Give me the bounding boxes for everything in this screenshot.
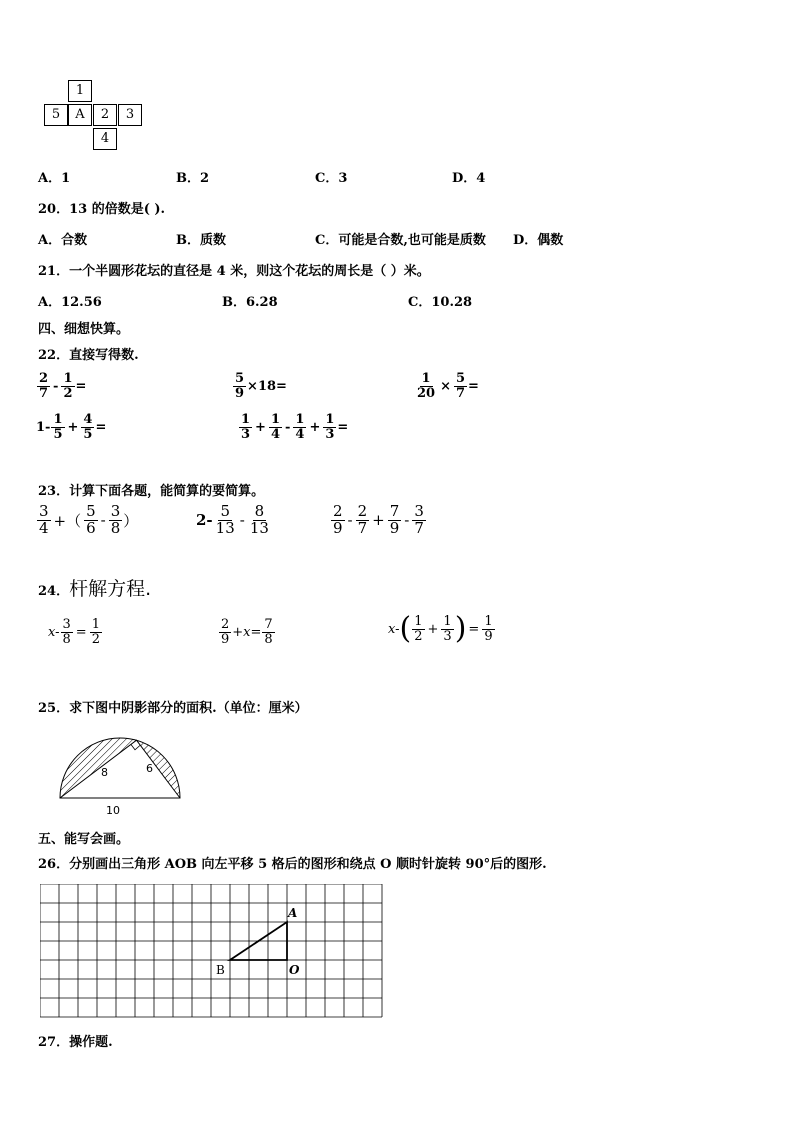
q22-stem: 22．直接写得数.: [38, 348, 139, 363]
fraction: [90, 618, 102, 646]
fraction: [219, 618, 231, 646]
expression-rest: ×18=: [247, 378, 287, 394]
numerator: 1: [270, 412, 280, 427]
denominator: 2: [414, 628, 423, 644]
denominator: 2: [63, 385, 73, 401]
q19-option-a: A．1: [38, 171, 71, 186]
q24-heading: [38, 574, 151, 601]
numerator: 1: [295, 412, 305, 427]
expression-lead: x-: [48, 624, 60, 640]
fraction: [233, 372, 246, 400]
q23-expr-1: [36, 504, 138, 537]
expression-lead: x-: [388, 621, 400, 637]
numerator: 1: [325, 412, 335, 427]
numerator: 1: [443, 613, 452, 629]
denominator: 3: [325, 426, 335, 442]
numerator: 4: [83, 412, 93, 427]
denominator: 6: [86, 518, 96, 537]
operator: -: [53, 378, 59, 394]
denominator: 9: [484, 628, 493, 644]
denominator: 5: [83, 426, 93, 442]
expression-mid: +x=: [232, 624, 262, 640]
q26-stem: 26．分别画出三角形 AOB 向左平移 5 格后的图形和绕点 O 顺时针旋转 90°后的图形.: [38, 857, 547, 872]
label-b: B: [216, 963, 225, 977]
fraction: [269, 413, 282, 441]
label-o: O: [289, 963, 300, 977]
numerator: 1: [484, 613, 493, 629]
fraction: [412, 504, 426, 537]
numerator: 1: [63, 371, 73, 386]
q24-equation-1: [48, 618, 103, 646]
q20-stem: 20．13 的倍数是( ).: [38, 202, 166, 217]
net-cell-bottom: 4: [93, 128, 117, 150]
operator: +: [427, 621, 439, 637]
fraction: [84, 504, 98, 537]
denominator: 2: [91, 631, 100, 647]
label-6: 6: [146, 762, 153, 775]
denominator: 4: [270, 426, 280, 442]
q21-option-a: A．12.56: [38, 295, 102, 310]
numerator: 3: [414, 502, 424, 520]
fraction: [262, 618, 274, 646]
denominator: 8: [62, 631, 71, 647]
equals: =: [75, 378, 87, 394]
fraction: [441, 615, 453, 643]
fraction: [454, 372, 467, 400]
numerator: 1: [91, 617, 100, 632]
fraction: [81, 413, 94, 441]
numerator: 5: [86, 502, 96, 520]
fraction: [415, 372, 437, 400]
equals: =: [75, 624, 87, 640]
semicircle-figure: [50, 730, 190, 818]
q22-expr-2: [232, 372, 287, 400]
numerator: 1: [414, 613, 423, 629]
numerator: 5: [220, 502, 230, 520]
fraction: [482, 615, 494, 643]
q20-option-a: A．合数: [38, 233, 88, 248]
q24-equation-2: [218, 618, 276, 646]
fraction: [51, 413, 64, 441]
right-angle-mark: [131, 745, 141, 750]
q24-equation-3: [388, 611, 496, 646]
equals: =: [95, 419, 107, 435]
fraction: [61, 618, 73, 646]
operator: +（: [53, 511, 82, 530]
expression-lead: 1-: [36, 419, 51, 435]
fraction: [248, 504, 271, 537]
net-cell-center: A: [68, 104, 92, 126]
numerator: 2: [333, 502, 343, 520]
denominator: 20: [417, 385, 436, 401]
q22-expr-1: [36, 372, 86, 400]
denominator: 9: [235, 385, 245, 401]
fraction: [109, 504, 123, 537]
q21-stem: 21．一个半圆形花坛的直径是 4 米，则这个花坛的周长是（ ）米。: [38, 264, 430, 279]
left-paren: (: [399, 611, 412, 646]
fraction: [412, 615, 424, 643]
operator: +: [67, 419, 79, 435]
q21-option-c: C．10.28: [408, 295, 473, 310]
q19-option-c: C．3: [315, 171, 348, 186]
expression-lead: 2-: [196, 511, 213, 530]
denominator: 9: [221, 631, 230, 647]
q22-expr-5: [238, 413, 348, 441]
denominator: 13: [249, 518, 269, 537]
fraction: [37, 372, 50, 400]
denominator: 7: [456, 385, 466, 401]
denominator: 7: [39, 385, 49, 401]
q23-expr-3: [330, 504, 427, 537]
numerator: 3: [110, 502, 121, 520]
fraction: [323, 413, 336, 441]
operator: -: [347, 511, 353, 530]
denominator: 3: [443, 628, 452, 644]
denominator: 3: [241, 426, 251, 442]
grid-figure: [40, 884, 384, 1018]
operator: -: [239, 511, 245, 530]
q22-expr-3: [414, 372, 479, 400]
net-cell-top: 1: [68, 80, 92, 102]
fraction: [331, 504, 345, 537]
section-5-heading: 五、能写会画。: [38, 832, 130, 847]
section-4-heading: 四、细想快算。: [38, 322, 130, 337]
denominator: 8: [264, 631, 273, 647]
equals: =: [468, 621, 480, 637]
numerator: 7: [389, 502, 400, 520]
q22-expr-4: [36, 413, 106, 441]
q19-option-d: D．4: [452, 171, 486, 186]
denominator: 9: [333, 518, 343, 537]
numerator: 8: [254, 502, 265, 520]
fraction: [388, 504, 402, 537]
denominator: 13: [215, 518, 235, 537]
q23-stem: 23．计算下面各题，能简算的要简算。: [38, 484, 265, 499]
right-paren: ): [454, 611, 467, 646]
operator: +: [372, 511, 385, 530]
label-10: 10: [106, 804, 120, 817]
denominator: 5: [53, 426, 63, 442]
numerator: 1: [241, 412, 251, 427]
q25-stem: 25．求下图中阴影部分的面积.（单位：厘米）: [38, 701, 308, 716]
operator: -: [285, 419, 291, 435]
equals: =: [337, 419, 349, 435]
denominator: 9: [389, 518, 400, 537]
q20-option-d: D．偶数: [513, 233, 564, 248]
fraction: [37, 504, 51, 537]
denominator: 8: [110, 518, 121, 537]
numerator: 3: [39, 502, 49, 520]
operator: +: [255, 419, 266, 435]
net-cell-right1: 2: [93, 104, 117, 126]
label-a: A: [288, 906, 298, 920]
denominator: 7: [414, 518, 424, 537]
operator: ×: [440, 378, 451, 394]
numerator: 2: [357, 502, 368, 520]
q20-option-b: B．质数: [176, 233, 226, 248]
equals: =: [468, 378, 479, 394]
numerator: 5: [235, 371, 245, 386]
q21-option-b: B．6.28: [222, 295, 278, 310]
q23-expr-2: [196, 504, 272, 537]
q19-option-b: B．2: [176, 171, 210, 186]
numerator: 5: [456, 371, 466, 386]
numerator: 3: [62, 617, 71, 632]
operator: -: [404, 511, 410, 530]
fraction: [61, 372, 74, 400]
numerator: 1: [53, 412, 63, 427]
fraction: [293, 413, 306, 441]
grid-lines: [40, 884, 382, 1017]
closing-paren: ）: [123, 511, 139, 530]
numerator: 2: [221, 617, 230, 632]
operator: -: [100, 511, 106, 530]
operator: +: [309, 419, 321, 435]
question-title: 杆解方程.: [69, 578, 152, 600]
numerator: 7: [264, 617, 273, 632]
denominator: 4: [39, 518, 49, 537]
question-number: 24．: [38, 584, 70, 599]
fraction: [214, 504, 237, 537]
fraction: [356, 504, 370, 537]
q27-stem: 27．操作题.: [38, 1035, 113, 1050]
net-cell-right2: 3: [118, 104, 142, 126]
fraction: [239, 413, 252, 441]
denominator: 4: [295, 426, 305, 442]
denominator: 7: [357, 518, 368, 537]
numerator: 2: [39, 371, 49, 386]
numerator: 1: [421, 371, 431, 386]
label-8: 8: [101, 766, 108, 779]
q20-option-c: C．可能是合数,也可能是质数: [315, 233, 486, 248]
net-cell-left: 5: [44, 104, 68, 126]
